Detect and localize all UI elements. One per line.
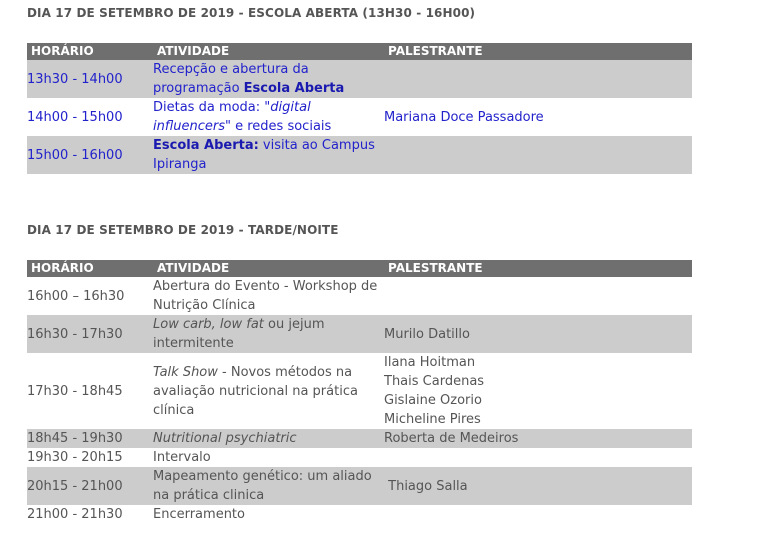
section1-title: DIA 17 DE SETEMBRO DE 2019 - ESCOLA ABERTA (13H30 - 16H00) <box>27 6 476 20</box>
row-speaker <box>384 60 692 98</box>
header-horario: HORÁRIO <box>27 260 153 277</box>
speaker-name: Thais Cardenas <box>384 374 485 389</box>
table-row <box>27 277 692 315</box>
speaker-name: Micheline Pires <box>384 412 481 427</box>
activity-italic: Talk Show <box>153 364 218 380</box>
table-header-row <box>27 260 692 277</box>
activity-italic: Low carb, low fat <box>153 317 264 332</box>
table-row <box>27 315 692 353</box>
table-row <box>27 467 692 505</box>
section2-title: DIA 17 DE SETEMBRO DE 2019 - TARDE/NOITE <box>27 223 339 237</box>
row-activity <box>153 429 384 448</box>
header-horario: HORÁRIO <box>27 43 153 60</box>
activity-bold[interactable]: Escola Aberta <box>243 81 345 96</box>
row-activity[interactable] <box>153 60 384 98</box>
row-time: 21h00 - 21h30 <box>27 507 123 522</box>
row-activity: Encerramento <box>153 507 245 522</box>
activity-bold[interactable]: Escola Aberta: <box>153 138 259 153</box>
row-speaker <box>384 505 692 524</box>
row-activity[interactable] <box>153 98 384 136</box>
row-activity: Mapeamento genético: um aliado na prática clinica <box>153 467 384 505</box>
table-row <box>27 136 692 174</box>
row-time: 20h15 - 21h00 <box>27 467 153 505</box>
activity-text[interactable]: Recepção e abertura da programação <box>153 62 309 96</box>
row-speaker: Murilo Datillo <box>384 315 692 353</box>
speaker-name: Gislaine Ozorio <box>384 393 482 408</box>
activity-text[interactable]: Dietas da moda: " <box>153 100 271 115</box>
activity-text: ou jejum intermitente <box>153 317 325 351</box>
row-speaker <box>384 136 692 174</box>
row-speaker: Thiago Salla <box>384 467 692 505</box>
header-palestrante: PALESTRANTE <box>384 260 692 277</box>
schedule-table-tarde-noite <box>27 260 692 524</box>
activity-text-tail[interactable]: " e redes sociais <box>225 119 332 134</box>
row-time: 19h30 - 20h15 <box>27 450 123 465</box>
row-time: 17h30 - 18h45 <box>27 383 123 399</box>
row-time: 13h30 - 14h00 <box>27 60 153 98</box>
row-speaker <box>384 277 692 315</box>
header-palestrante: PALESTRANTE <box>384 43 692 60</box>
activity-text[interactable]: visita ao Campus Ipiranga <box>153 138 375 172</box>
table-header-row <box>27 43 692 60</box>
row-speaker: Roberta de Medeiros <box>384 429 692 448</box>
row-time: 16h30 - 17h30 <box>27 315 153 353</box>
row-time: 14h00 - 15h00 <box>27 109 123 125</box>
row-activity <box>153 353 384 429</box>
table-row <box>27 429 692 448</box>
row-speakers <box>384 353 692 429</box>
row-time: 16h00 – 16h30 <box>27 288 125 304</box>
row-activity[interactable] <box>153 136 384 174</box>
schedule-table-escola-aberta <box>27 43 692 174</box>
activity-italic: Nutritional psychiatric <box>153 431 297 446</box>
table-row <box>27 60 692 98</box>
row-time: 18h45 - 19h30 <box>27 429 153 448</box>
header-atividade: ATIVIDADE <box>153 43 384 60</box>
table-row <box>27 98 692 136</box>
table-row <box>27 353 692 429</box>
row-speaker <box>384 448 692 467</box>
table-row <box>27 505 692 524</box>
row-time: 15h00 - 16h00 <box>27 136 153 174</box>
activity-italic[interactable]: digital influencers <box>153 100 311 134</box>
speaker-name: Ilana Hoitman <box>384 355 476 370</box>
activity-text: - Novos métodos na avaliação nutricional na prática clínica <box>153 364 358 418</box>
row-activity <box>153 315 384 353</box>
row-speaker[interactable]: Mariana Doce Passadore <box>384 109 544 125</box>
row-activity: Intervalo <box>153 450 211 465</box>
table-row <box>27 448 692 467</box>
header-atividade: ATIVIDADE <box>153 260 384 277</box>
row-activity: Abertura do Evento - Workshop de Nutrição Clínica <box>153 279 378 313</box>
